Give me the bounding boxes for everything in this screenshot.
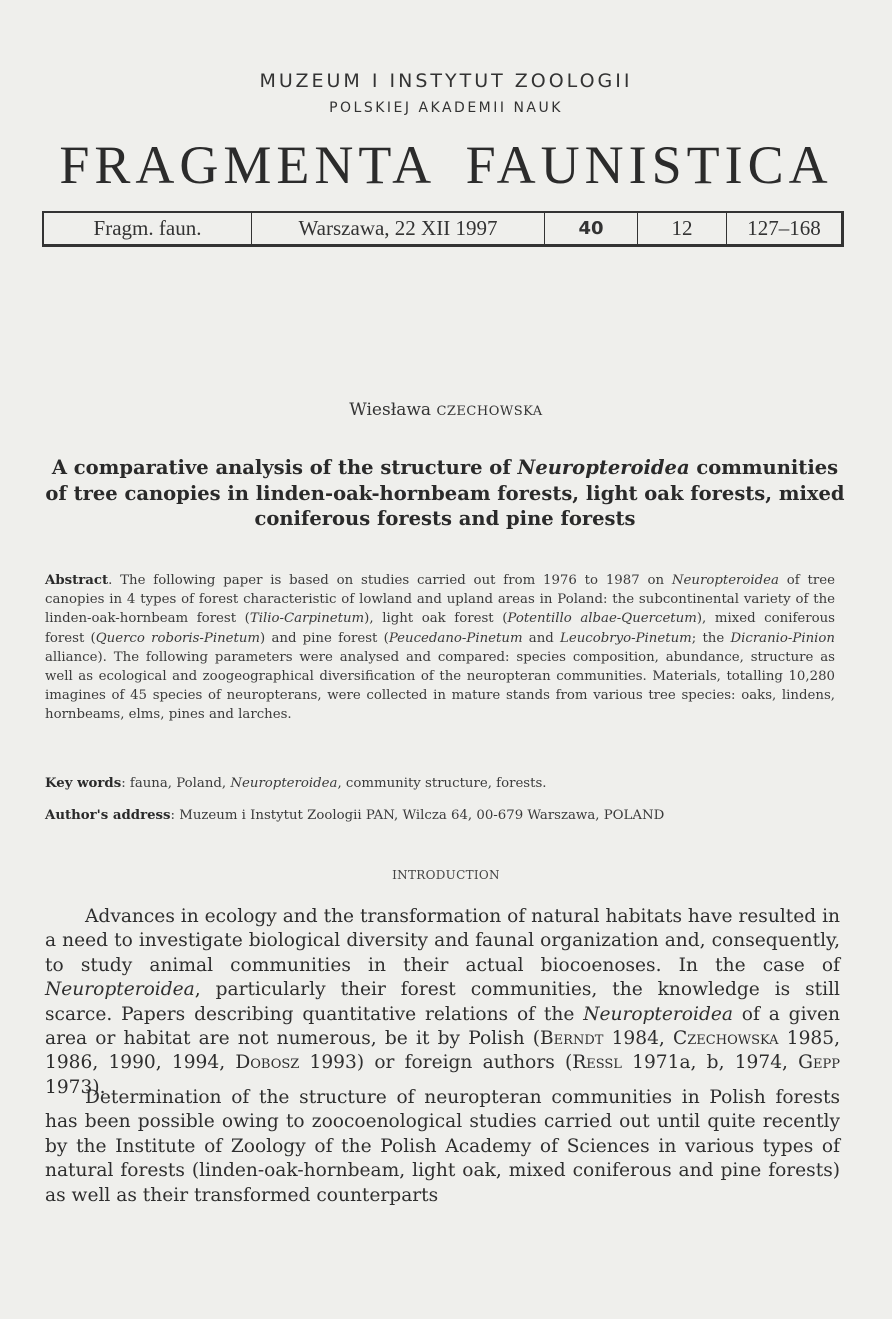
page-range: 127–168 xyxy=(747,216,821,240)
body-text: 1993) or foreign authors ( xyxy=(299,1052,573,1074)
keywords-text: : fauna, Poland, xyxy=(121,776,231,791)
title-taxon: Neuropteroidea xyxy=(517,456,690,479)
author-name xyxy=(0,400,892,420)
issue-number: 12 xyxy=(638,213,727,244)
journal-title: FRAGMENTA FAUNISTICA xyxy=(59,135,833,195)
title-text-2: communities of tree canopies in linden-oak-hornbeam forests, light oak forests, mixed coniferous forests and pine forests xyxy=(45,456,845,530)
institution-name: MUZEUM I INSTYTUT ZOOLOGII xyxy=(259,70,633,92)
abstract-text: and xyxy=(522,630,560,646)
place-date: Warszawa, 22 XII 1997 xyxy=(252,213,545,244)
citation-author: Dobosz xyxy=(235,1052,300,1074)
citation-author: Czechowska xyxy=(673,1028,779,1050)
address-label: Author's address xyxy=(45,808,171,823)
body-taxon: Neuropteroidea xyxy=(583,1003,733,1025)
author-first-name: Wiesława xyxy=(349,400,432,420)
body-text: Advances in ecology and the transformation of natural habitats have resulted in a need to investigate biological diversity and faunal organization and, consequently, to study animal communities in their actual biocoenoses. In the case of xyxy=(45,906,840,976)
intro-paragraph-1 xyxy=(45,905,840,1100)
abstract-taxon: Potentillo albae-Quercetum xyxy=(507,611,697,627)
abstract-label: Abstract xyxy=(45,573,109,588)
abstract-taxon: Peucedano-Pinetum xyxy=(388,630,523,646)
journal-abbrev: Fragm. faun. xyxy=(44,213,252,244)
citation-author: Gepp xyxy=(798,1052,840,1074)
abstract-text: ) and pine forest ( xyxy=(260,630,389,646)
citation-author: Berndt xyxy=(540,1028,604,1050)
abstract xyxy=(45,571,835,725)
citation-table xyxy=(42,211,844,247)
abstract-text: alliance). The following parameters were analysed and compared: species composition, abundance, structure as well as ecological and zoogeographical diversification of the neuropteran communities. Materials, totalling 10,280 imagines of 45 species of neuropterans, were collected in mature stands from various tree species: oaks, lindens, hornbeams, elms, pines and larches. xyxy=(45,649,835,723)
body-taxon: Neuropteroidea xyxy=(45,979,195,1001)
abstract-text: . The following paper is based on studies carried out from 1976 to 1987 on xyxy=(108,573,672,588)
citation-author: Ressl xyxy=(572,1052,622,1074)
abstract-text: ), light oak forest ( xyxy=(364,611,508,627)
body-text: 1985, 1986, 1990, 1994, xyxy=(45,1028,840,1074)
abstract-taxon: Leucobryo-Pinetum xyxy=(560,630,692,646)
author-surname: CZECHOWSKA xyxy=(436,404,543,419)
volume-number: 40 xyxy=(545,213,638,244)
author-address xyxy=(45,806,835,825)
section-heading: INTRODUCTION xyxy=(392,868,500,882)
academy-name: POLSKIEJ AKADEMII NAUK xyxy=(329,100,563,116)
body-text: 1971a, b, 1974, xyxy=(621,1052,799,1074)
abstract-text: of tree canopies in 4 types of forest characteristic of lowland and upland areas in Poland: the subcontinental variety of the linden-oak-hornbeam forest ( xyxy=(45,573,835,627)
body-text: 1973). xyxy=(45,1076,106,1098)
article-title xyxy=(45,455,845,532)
abstract-taxon: Dicranio-Pinion xyxy=(730,630,835,646)
address-text: : Muzeum i Instytut Zoologii PAN, Wilcza 64, 00-679 Warszawa, POLAND xyxy=(170,808,665,823)
body-text: of a given area or habitat are not numerous, be it by Polish ( xyxy=(45,1003,840,1050)
abstract-text: ), mixed coniferous forest ( xyxy=(45,611,835,646)
intro-paragraph-2: Determination of the structure of neuropteran communities in Polish forests has been possible owing to zoocoenological studies carried out until quite recently by the Institute of Zoology of the Polish Academy of Sciences in various types of natural forests (linden-oak-hornbeam, light oak, mixed coniferous and pine forests) as well as their transformed counterparts xyxy=(45,1087,840,1206)
keywords-label: Key words xyxy=(45,776,122,791)
keywords-taxon: Neuropteroidea xyxy=(230,776,338,791)
keywords-text: , community structure, forests. xyxy=(337,776,547,791)
keywords xyxy=(45,774,835,793)
body-text: , particularly their forest communities, the knowledge is still scarce. Papers describing quantitative relations of the xyxy=(45,979,840,1025)
body-text: 1984, xyxy=(603,1028,674,1050)
abstract-taxon: Neuropteroidea xyxy=(671,573,779,588)
title-text: A comparative analysis of the structure of xyxy=(51,456,518,479)
abstract-taxon: Tilio-Carpinetum xyxy=(249,611,365,627)
abstract-taxon: Querco roboris-Pinetum xyxy=(95,630,261,646)
abstract-text: ; the xyxy=(691,630,731,646)
